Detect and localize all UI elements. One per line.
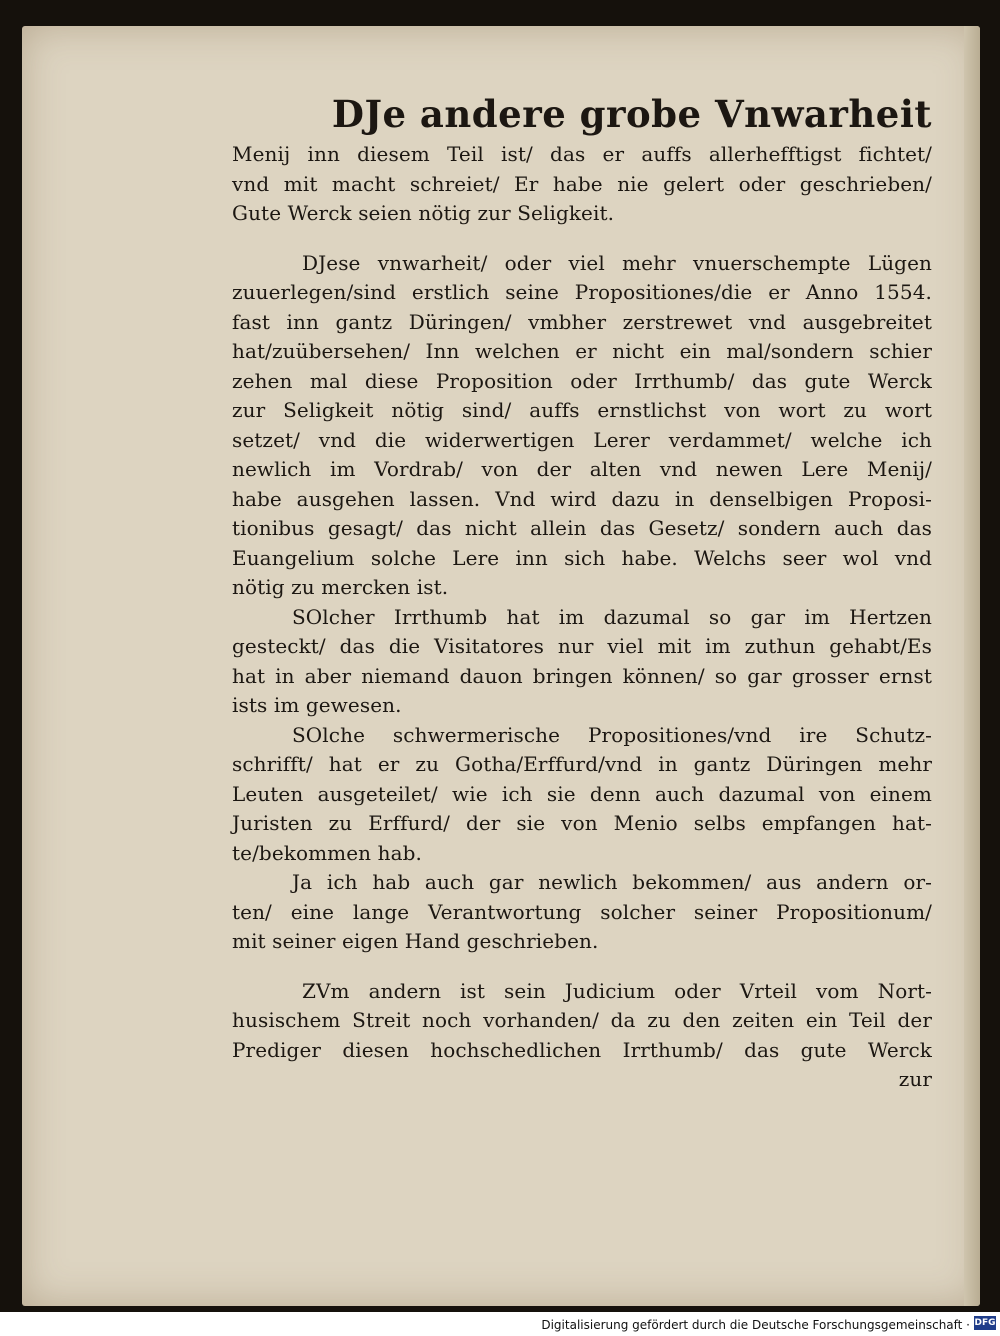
text-block xyxy=(232,88,932,1095)
catchword: zur xyxy=(898,1067,932,1091)
text-line: DJese vnwarheit/ oder viel mehr vnuerschempte Lügen xyxy=(302,250,932,275)
text-line: Leuten ausgeteilet/ wie ich sie denn auch dazumal von einem xyxy=(232,781,932,806)
text-line: habe ausgehen lassen. Vnd wird dazu in denselbigen Proposi- xyxy=(232,486,932,511)
text-line: Gute Werck seien nötig zur Seligkeit. xyxy=(232,201,615,225)
page-heading: DJe andere grobe Vnwarheit xyxy=(331,92,932,136)
text-line: zehen mal diese Proposition oder Irrthumb/ das gute Werck xyxy=(232,368,932,393)
text-line: ists im gewesen. xyxy=(232,693,402,717)
text-line: husischem Streit noch vorhanden/ da zu den zeiten ein Teil der xyxy=(232,1008,932,1032)
page-edge xyxy=(964,26,980,1306)
text-line: fast inn gantz Düringen/ vmbher zerstrewet vnd ausgebreitet xyxy=(232,309,932,334)
text-line: Menij inn diesem Teil ist/ das er auffs allerhefftigst fichtet/ xyxy=(232,142,932,166)
text-line: Ja ich hab auch gar newlich bekommen/ aus andern or- xyxy=(292,870,932,894)
text-line: hat/zuübersehen/ Inn welchen er nicht ein mal/sondern schier xyxy=(232,339,932,363)
text-line: newlich im Vordrab/ von der alten vnd newen Lere Menij/ xyxy=(232,457,932,481)
text-line: hat in aber niemand dauon bringen können/ so gar grosser ernst xyxy=(232,663,932,688)
text-line: zur Seligkeit nötig sind/ auffs ernstlichst von wort zu wort xyxy=(232,398,932,422)
text-line: Juristen zu Erffurd/ der sie von Menio selbs empfangen hat- xyxy=(232,811,932,835)
paragraph-4 xyxy=(232,721,932,869)
text-line: vnd mit macht schreiet/ Er habe nie gelert oder geschrieben/ xyxy=(232,171,932,196)
book-page xyxy=(22,26,980,1306)
dfg-logo: DFG xyxy=(974,1318,996,1328)
text-line: te/bekommen hab. xyxy=(232,840,422,865)
text-line: zuuerlegen/sind erstlich seine Propositiones/die er Anno 1554. xyxy=(232,280,932,304)
paragraph-3 xyxy=(232,603,932,721)
text-line: setzet/ vnd die widerwertigen Lerer verdammet/ welche ich xyxy=(232,427,932,452)
paragraph-5 xyxy=(232,868,932,957)
text-line: SOlche schwermerische Propositiones/vnd ire Schutz- xyxy=(292,722,932,747)
text-line: schrifft/ hat er zu Gotha/Erffurd/vnd in gantz Düringen mehr xyxy=(232,752,932,776)
text-line: Prediger diesen hochschedlichen Irrthumb/ das gute Werck xyxy=(232,1037,932,1062)
text-line: SOlcher Irrthumb hat im dazumal so gar im Hertzen xyxy=(292,604,932,629)
text-line: gesteckt/ das die Visitatores nur viel mit im zuthun gehabt/Es xyxy=(232,634,932,658)
text-line: tionibus gesagt/ das nicht allein das Gesetz/ sondern auch das xyxy=(232,516,932,540)
digitization-credit: Digitalisierung gefördert durch die Deutsche Forschungsgemeinschaft · xyxy=(541,1318,970,1332)
paragraph-6 xyxy=(232,977,932,1066)
text-line: nötig zu mercken ist. xyxy=(232,575,449,599)
paragraph-1 xyxy=(232,140,932,229)
text-line: ten/ eine lange Verantwortung solcher seiner Propositionum/ xyxy=(232,899,932,924)
text-line: mit seiner eigen Hand geschrieben. xyxy=(232,929,599,953)
text-line: Euangelium solche Lere inn sich habe. Welchs seer wol vnd xyxy=(232,545,932,570)
text-line: ZVm andern ist sein Judicium oder Vrteil vom Nort- xyxy=(302,978,932,1003)
paragraph-2 xyxy=(232,249,932,603)
